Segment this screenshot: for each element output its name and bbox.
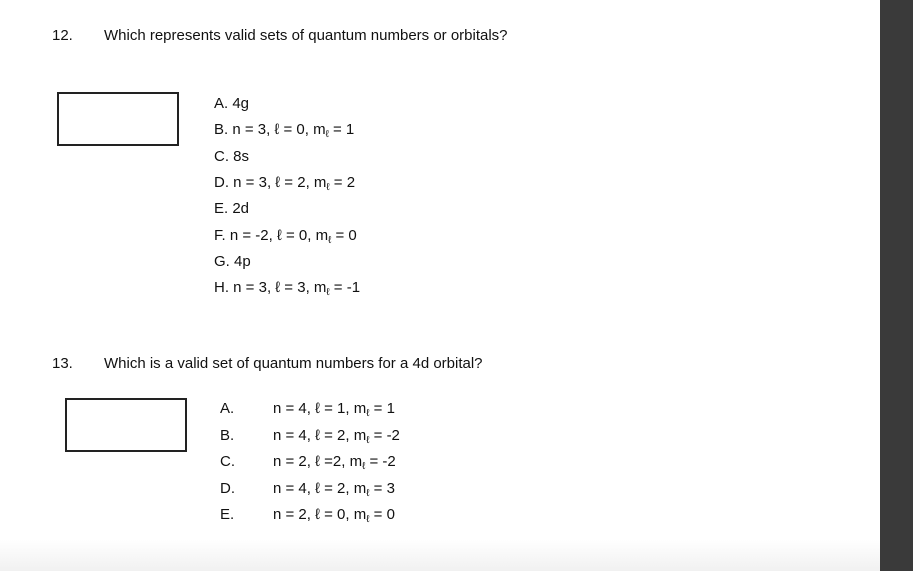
question-13-number: 13. xyxy=(52,355,73,372)
question-13-option-d-label: D. xyxy=(220,480,235,497)
subscript-ell: ℓ xyxy=(366,488,370,499)
scrollbar-gutter[interactable] xyxy=(880,0,913,571)
question-13-answer-box[interactable] xyxy=(65,398,187,452)
page-bottom-edge xyxy=(0,540,880,571)
subscript-ell: ℓ xyxy=(326,287,330,298)
question-13-prompt: Which is a valid set of quantum numbers for a 4d orbital? xyxy=(104,355,483,372)
question-12-option-e: E. 2d xyxy=(214,200,250,217)
question-12-option-b: B. n = 3, ℓ = 0, $m_\ell = 1$ xyxy=(214,121,355,140)
question-13-option-a-text: n = 4, ℓ = 1, $m_\ell = 1$ xyxy=(273,400,395,419)
subscript-ell: ℓ xyxy=(326,182,330,193)
question-12-answer-box[interactable] xyxy=(57,92,179,146)
subscript-ell: ℓ xyxy=(362,461,366,472)
subscript-ell: ℓ xyxy=(325,129,329,140)
question-12-option-a: A. 4g xyxy=(214,95,250,112)
question-12-option-h: H. n = 3, ℓ = 3, $m_\ell = -1$ xyxy=(214,279,361,298)
subscript-ell: ℓ xyxy=(366,514,370,525)
question-12-option-d: D. n = 3, ℓ = 2, $m_\ell = 2$ xyxy=(214,174,356,193)
subscript-ell: ℓ xyxy=(328,235,332,246)
question-13-option-d-text: n = 4, ℓ = 2, $m_\ell = 3$ xyxy=(273,480,395,499)
question-12-option-c: C. 8s xyxy=(214,148,250,165)
subscript-ell: ℓ xyxy=(366,435,370,446)
question-13-option-c-label: C. xyxy=(220,453,235,470)
question-12-option-f: F. n = -2, ℓ = 0, $m_\ell = 0$ xyxy=(214,227,357,246)
question-12-number: 12. xyxy=(52,27,73,44)
question-12-option-g: G. 4p xyxy=(214,253,251,270)
question-13-option-b-label: B. xyxy=(220,427,235,444)
question-13-option-a-label: A. xyxy=(220,400,235,417)
subscript-ell: ℓ xyxy=(366,408,370,419)
question-13-option-e-label: E. xyxy=(220,506,235,523)
question-12-prompt: Which represents valid sets of quantum numbers or orbitals? xyxy=(104,27,508,44)
question-13-option-e-text: n = 2, ℓ = 0, $m_\ell = 0$ xyxy=(273,506,395,525)
question-13-option-b-text: n = 4, ℓ = 2, $m_\ell = -2$ xyxy=(273,427,400,446)
question-13-option-c-text: n = 2, ℓ =2, $m_\ell = -2$ xyxy=(273,453,396,472)
